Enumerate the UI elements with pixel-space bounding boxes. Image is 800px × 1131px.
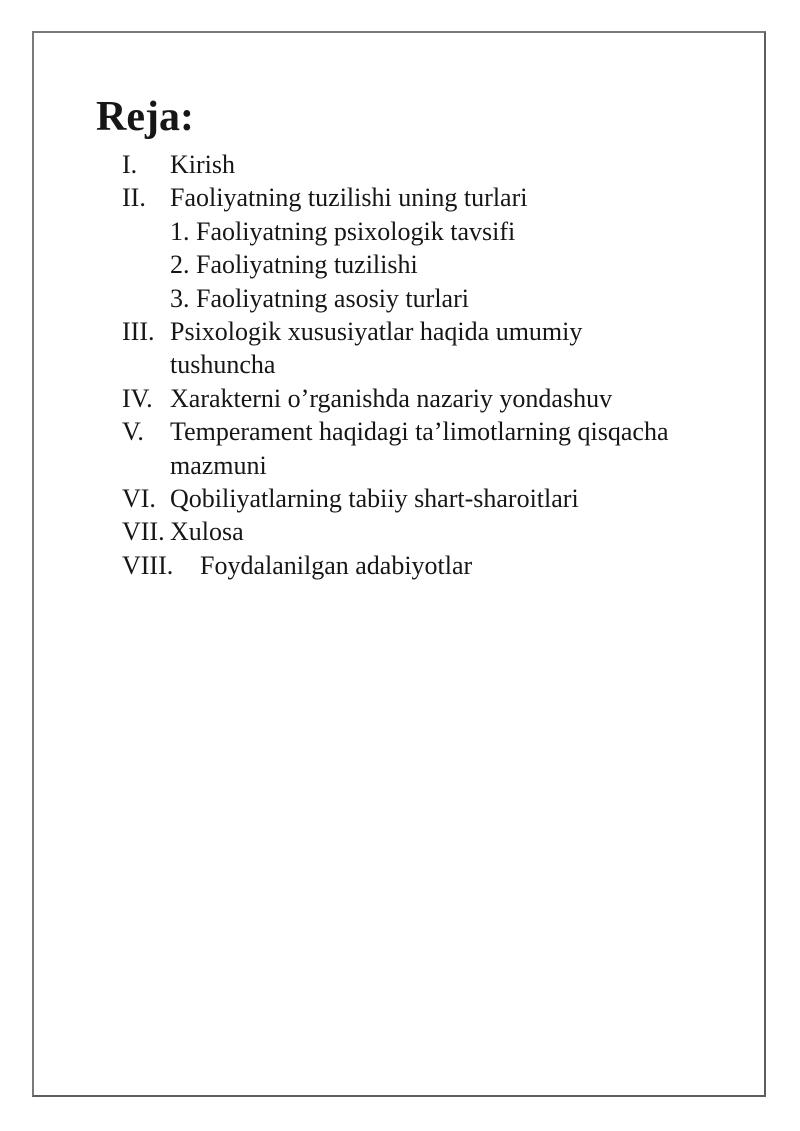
outline-item: [122, 415, 686, 482]
outline-item-numeral: IV.: [122, 383, 153, 413]
outline-item-numeral: [122, 282, 170, 283]
page-title: Reja:: [96, 94, 194, 140]
outline-item-text: Temperament haqidagi ta’limotlarning qisqacha mazmuni: [170, 417, 669, 480]
outline-item: [122, 315, 686, 382]
outline-item: [122, 148, 686, 181]
outline-item-text: Kirish: [170, 150, 235, 179]
outline-item-numeral: I.: [122, 150, 138, 179]
outline-item-numeral: [122, 215, 170, 216]
outline-item: [122, 181, 686, 214]
outline-item-text: Qobiliyatlarning tabiiy shart-sharoitlari: [170, 484, 579, 514]
outline-item-text: Xulosa: [170, 517, 244, 547]
outline-item-numeral: VI.: [122, 484, 156, 514]
outline-item-text: Faoliyatning tuzilishi uning turlari: [170, 183, 528, 213]
outline-item-text: 1. Faoliyatning psixologik tavsifi: [170, 216, 516, 246]
outline-list: [122, 148, 686, 582]
outline-item-numeral: II.: [122, 183, 146, 213]
outline-item-text: 3. Faoliyatning asosiy turlari: [170, 283, 469, 313]
outline-item-text: Xarakterni o’rganishda nazariy yondashuv: [170, 383, 613, 413]
outline-item: [122, 282, 686, 315]
outline-item-numeral: V.: [122, 417, 144, 447]
outline-item: [122, 549, 686, 582]
outline-item: [122, 382, 686, 415]
outline-item-text: 2. Faoliyatning tuzilishi: [170, 250, 418, 280]
outline-item-numeral: VIII.: [122, 550, 174, 580]
outline-item-numeral: [122, 248, 170, 249]
outline-item: [122, 515, 686, 548]
outline-item-text: Psixologik xususiyatlar haqida umumiy tushuncha: [170, 317, 583, 380]
outline-item: [122, 482, 686, 515]
outline-item-numeral: VII.: [122, 517, 165, 547]
outline-item-text: Foydalanilgan adabiyotlar: [200, 550, 473, 580]
outline-item: [122, 248, 686, 281]
outline-item-numeral: III.: [122, 317, 155, 347]
outline-item: [122, 215, 686, 248]
